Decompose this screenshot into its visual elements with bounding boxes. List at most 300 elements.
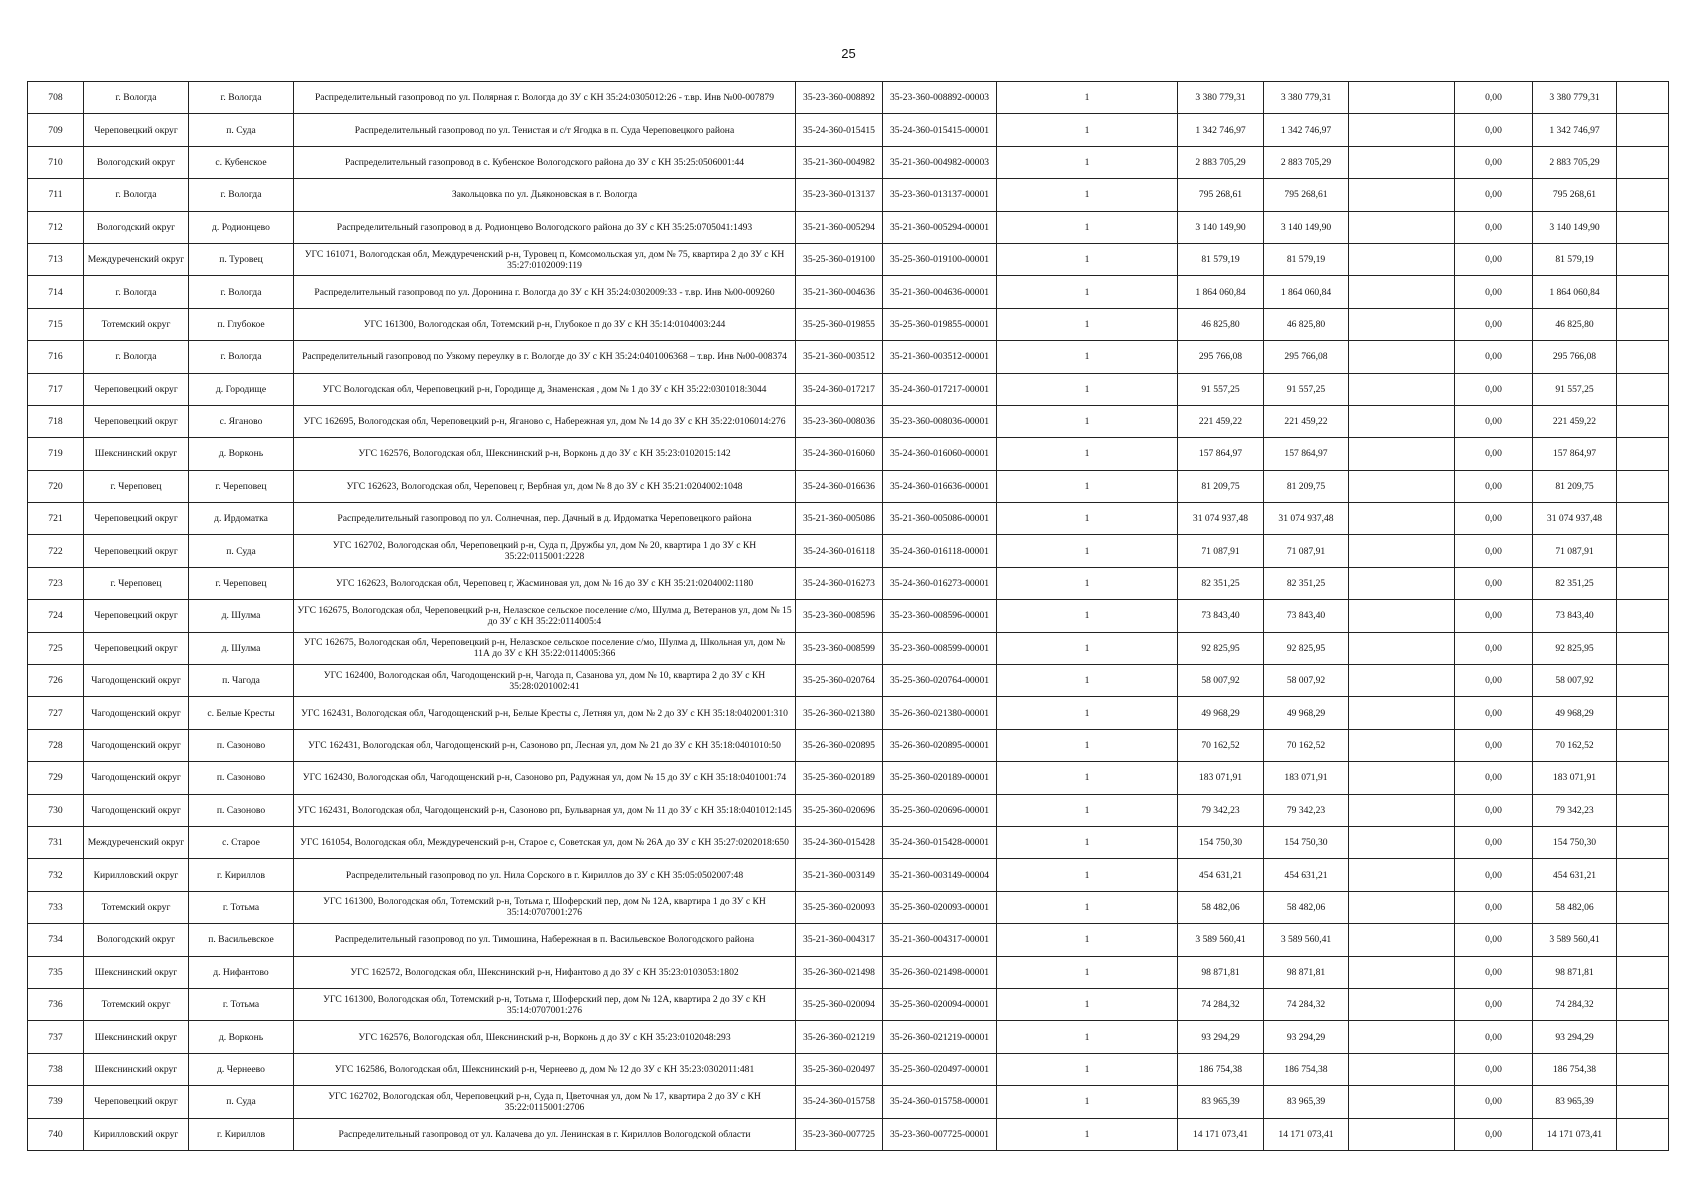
residual-cost-cell: 3 589 560,41 bbox=[1264, 924, 1349, 956]
residual-cost-cell: 154 750,30 bbox=[1264, 826, 1349, 858]
row-number-cell: 729 bbox=[28, 762, 84, 794]
settlement-cell: д. Ворконь bbox=[189, 1021, 294, 1053]
empty-cell bbox=[1349, 211, 1455, 243]
total-cost-cell: 186 754,38 bbox=[1533, 1053, 1617, 1085]
inventory-code-cell: 35-21-360-005086 bbox=[796, 503, 883, 535]
inventory-code-cell: 35-25-360-020696 bbox=[796, 794, 883, 826]
district-cell: Череповецкий округ bbox=[84, 535, 189, 567]
empty-cell bbox=[1617, 956, 1669, 988]
inventory-code-cell: 35-24-360-015428 bbox=[796, 826, 883, 858]
total-cost-cell: 454 631,21 bbox=[1533, 859, 1617, 891]
inventory-code-cell: 35-24-360-017217 bbox=[796, 373, 883, 405]
row-number-cell: 713 bbox=[28, 243, 84, 275]
residual-cost-cell: 3 140 149,90 bbox=[1264, 211, 1349, 243]
empty-cell bbox=[1617, 438, 1669, 470]
empty-cell bbox=[1617, 988, 1669, 1020]
initial-cost-cell: 73 843,40 bbox=[1178, 600, 1264, 632]
inventory-code-cell: 35-25-360-020093 bbox=[796, 891, 883, 923]
object-code-cell: 35-21-360-005086-00001 bbox=[883, 503, 997, 535]
initial-cost-cell: 454 631,21 bbox=[1178, 859, 1264, 891]
row-number-cell: 721 bbox=[28, 503, 84, 535]
residual-cost-cell: 221 459,22 bbox=[1264, 405, 1349, 437]
table-row bbox=[28, 535, 1669, 567]
initial-cost-cell: 79 342,23 bbox=[1178, 794, 1264, 826]
district-cell: Тотемский округ bbox=[84, 891, 189, 923]
total-cost-cell: 1 342 746,97 bbox=[1533, 114, 1617, 146]
object-name-cell: УГС 161300, Вологодская обл, Тотемский р-н, Тотьма г, Шоферский пер, дом № 12А, квартира 2 до ЗУ с КН 35:14:0707001:276 bbox=[294, 988, 796, 1020]
empty-cell bbox=[1617, 826, 1669, 858]
residual-cost-cell: 157 864,97 bbox=[1264, 438, 1349, 470]
residual-cost-cell: 74 284,32 bbox=[1264, 988, 1349, 1020]
inventory-code-cell: 35-21-360-004636 bbox=[796, 276, 883, 308]
district-cell: Вологодский округ bbox=[84, 924, 189, 956]
depreciation-cell: 0,00 bbox=[1455, 1021, 1533, 1053]
empty-cell bbox=[1617, 405, 1669, 437]
quantity-cell: 1 bbox=[997, 794, 1178, 826]
table-row bbox=[28, 762, 1669, 794]
object-name-cell: Распределительный газопровод в с. Кубенское Вологодского района до ЗУ с КН 35:25:0506001:44 bbox=[294, 146, 796, 178]
depreciation-cell: 0,00 bbox=[1455, 600, 1533, 632]
table-row bbox=[28, 146, 1669, 178]
depreciation-cell: 0,00 bbox=[1455, 308, 1533, 340]
settlement-cell: д. Городище bbox=[189, 373, 294, 405]
residual-cost-cell: 71 087,91 bbox=[1264, 535, 1349, 567]
depreciation-cell: 0,00 bbox=[1455, 859, 1533, 891]
object-name-cell: УГС 162576, Вологодская обл, Шекснинский р-н, Ворконь д до ЗУ с КН 35:23:0102015:142 bbox=[294, 438, 796, 470]
empty-cell bbox=[1349, 600, 1455, 632]
district-cell: Череповецкий округ bbox=[84, 503, 189, 535]
object-name-cell: Распределительный газопровод по Узкому переулку в г. Вологде до ЗУ с КН 35:24:0401006368 – т.вр. Инв №00-008374 bbox=[294, 341, 796, 373]
table-body bbox=[28, 82, 1669, 1151]
quantity-cell: 1 bbox=[997, 762, 1178, 794]
settlement-cell: д. Шулма bbox=[189, 632, 294, 664]
inventory-code-cell: 35-24-360-016118 bbox=[796, 535, 883, 567]
empty-cell bbox=[1617, 179, 1669, 211]
table-row bbox=[28, 891, 1669, 923]
initial-cost-cell: 71 087,91 bbox=[1178, 535, 1264, 567]
object-code-cell: 35-26-360-021498-00001 bbox=[883, 956, 997, 988]
district-cell: г. Вологда bbox=[84, 341, 189, 373]
quantity-cell: 1 bbox=[997, 632, 1178, 664]
empty-cell bbox=[1617, 697, 1669, 729]
depreciation-cell: 0,00 bbox=[1455, 1118, 1533, 1150]
object-code-cell: 35-25-360-020189-00001 bbox=[883, 762, 997, 794]
table-row bbox=[28, 503, 1669, 535]
table-row bbox=[28, 665, 1669, 697]
depreciation-cell: 0,00 bbox=[1455, 341, 1533, 373]
district-cell: Тотемский округ bbox=[84, 308, 189, 340]
empty-cell bbox=[1617, 308, 1669, 340]
depreciation-cell: 0,00 bbox=[1455, 179, 1533, 211]
object-code-cell: 35-21-360-004317-00001 bbox=[883, 924, 997, 956]
table-row bbox=[28, 794, 1669, 826]
district-cell: Чагодощенский округ bbox=[84, 794, 189, 826]
residual-cost-cell: 49 968,29 bbox=[1264, 697, 1349, 729]
settlement-cell: с. Старое bbox=[189, 826, 294, 858]
depreciation-cell: 0,00 bbox=[1455, 956, 1533, 988]
settlement-cell: п. Туровец bbox=[189, 243, 294, 275]
object-code-cell: 35-23-360-008596-00001 bbox=[883, 600, 997, 632]
empty-cell bbox=[1349, 826, 1455, 858]
object-code-cell: 35-21-360-004636-00001 bbox=[883, 276, 997, 308]
inventory-code-cell: 35-21-360-004317 bbox=[796, 924, 883, 956]
row-number-cell: 733 bbox=[28, 891, 84, 923]
row-number-cell: 739 bbox=[28, 1086, 84, 1118]
empty-cell bbox=[1349, 1086, 1455, 1118]
table-row bbox=[28, 179, 1669, 211]
settlement-cell: п. Суда bbox=[189, 114, 294, 146]
inventory-code-cell: 35-23-360-008892 bbox=[796, 82, 883, 114]
initial-cost-cell: 98 871,81 bbox=[1178, 956, 1264, 988]
object-code-cell: 35-25-360-019855-00001 bbox=[883, 308, 997, 340]
object-name-cell: Распределительный газопровод по ул. Солнечная, пер. Дачный в д. Ирдоматка Череповецкого района bbox=[294, 503, 796, 535]
depreciation-cell: 0,00 bbox=[1455, 276, 1533, 308]
quantity-cell: 1 bbox=[997, 891, 1178, 923]
district-cell: Шекснинский округ bbox=[84, 1053, 189, 1085]
empty-cell bbox=[1617, 891, 1669, 923]
settlement-cell: г. Тотьма bbox=[189, 988, 294, 1020]
object-code-cell: 35-26-360-020895-00001 bbox=[883, 729, 997, 761]
object-name-cell: УГС 161300, Вологодская обл, Тотемский р-н, Тотьма г, Шоферский пер, дом № 12А, квартира 1 до ЗУ с КН 35:14:0707001:276 bbox=[294, 891, 796, 923]
initial-cost-cell: 295 766,08 bbox=[1178, 341, 1264, 373]
district-cell: Чагодощенский округ bbox=[84, 729, 189, 761]
initial-cost-cell: 1 864 060,84 bbox=[1178, 276, 1264, 308]
settlement-cell: с. Яганово bbox=[189, 405, 294, 437]
initial-cost-cell: 74 284,32 bbox=[1178, 988, 1264, 1020]
initial-cost-cell: 91 557,25 bbox=[1178, 373, 1264, 405]
object-code-cell: 35-23-360-008036-00001 bbox=[883, 405, 997, 437]
row-number-cell: 716 bbox=[28, 341, 84, 373]
initial-cost-cell: 31 074 937,48 bbox=[1178, 503, 1264, 535]
table-row bbox=[28, 600, 1669, 632]
row-number-cell: 708 bbox=[28, 82, 84, 114]
inventory-code-cell: 35-25-360-020189 bbox=[796, 762, 883, 794]
total-cost-cell: 73 843,40 bbox=[1533, 600, 1617, 632]
object-name-cell: УГС 162576, Вологодская обл, Шекснинский р-н, Ворконь д до ЗУ с КН 35:23:0102048:293 bbox=[294, 1021, 796, 1053]
empty-cell bbox=[1617, 503, 1669, 535]
object-name-cell: Распределительный газопровод по ул. Доронина г. Вологда до ЗУ с КН 35:24:0302009:33 - т.вр. Инв №00-009260 bbox=[294, 276, 796, 308]
empty-cell bbox=[1349, 956, 1455, 988]
object-name-cell: Распределительный газопровод по ул. Тенистая и с/т Ягодка в п. Суда Череповецкого района bbox=[294, 114, 796, 146]
residual-cost-cell: 79 342,23 bbox=[1264, 794, 1349, 826]
object-name-cell: УГС 162623, Вологодская обл, Череповец г, Жасминовая ул, дом № 16 до ЗУ с КН 35:21:0204002:1180 bbox=[294, 567, 796, 599]
depreciation-cell: 0,00 bbox=[1455, 146, 1533, 178]
object-code-cell: 35-24-360-015428-00001 bbox=[883, 826, 997, 858]
settlement-cell: г. Кириллов bbox=[189, 1118, 294, 1150]
quantity-cell: 1 bbox=[997, 276, 1178, 308]
residual-cost-cell: 73 843,40 bbox=[1264, 600, 1349, 632]
row-number-cell: 714 bbox=[28, 276, 84, 308]
district-cell: Шекснинский округ bbox=[84, 438, 189, 470]
total-cost-cell: 58 482,06 bbox=[1533, 891, 1617, 923]
residual-cost-cell: 1 342 746,97 bbox=[1264, 114, 1349, 146]
empty-cell bbox=[1617, 373, 1669, 405]
depreciation-cell: 0,00 bbox=[1455, 114, 1533, 146]
initial-cost-cell: 3 140 149,90 bbox=[1178, 211, 1264, 243]
depreciation-cell: 0,00 bbox=[1455, 405, 1533, 437]
table-row bbox=[28, 373, 1669, 405]
quantity-cell: 1 bbox=[997, 211, 1178, 243]
total-cost-cell: 3 589 560,41 bbox=[1533, 924, 1617, 956]
object-name-cell: УГС 162675, Вологодская обл, Череповецкий р-н, Нелазское сельское поселение с/мо, Шулма д, Ветеранов ул, дом № 15 до ЗУ с КН 35:22:0114005:4 bbox=[294, 600, 796, 632]
inventory-code-cell: 35-23-360-013137 bbox=[796, 179, 883, 211]
empty-cell bbox=[1617, 82, 1669, 114]
district-cell: Тотемский округ bbox=[84, 988, 189, 1020]
quantity-cell: 1 bbox=[997, 665, 1178, 697]
initial-cost-cell: 183 071,91 bbox=[1178, 762, 1264, 794]
empty-cell bbox=[1617, 535, 1669, 567]
empty-cell bbox=[1617, 114, 1669, 146]
quantity-cell: 1 bbox=[997, 308, 1178, 340]
inventory-code-cell: 35-24-360-015758 bbox=[796, 1086, 883, 1118]
depreciation-cell: 0,00 bbox=[1455, 1053, 1533, 1085]
quantity-cell: 1 bbox=[997, 503, 1178, 535]
row-number-cell: 723 bbox=[28, 567, 84, 599]
inventory-code-cell: 35-24-360-015415 bbox=[796, 114, 883, 146]
inventory-code-cell: 35-26-360-021380 bbox=[796, 697, 883, 729]
object-code-cell: 35-25-360-020497-00001 bbox=[883, 1053, 997, 1085]
table-row bbox=[28, 924, 1669, 956]
empty-cell bbox=[1617, 211, 1669, 243]
residual-cost-cell: 14 171 073,41 bbox=[1264, 1118, 1349, 1150]
quantity-cell: 1 bbox=[997, 1021, 1178, 1053]
empty-cell bbox=[1617, 665, 1669, 697]
row-number-cell: 728 bbox=[28, 729, 84, 761]
empty-cell bbox=[1349, 438, 1455, 470]
row-number-cell: 736 bbox=[28, 988, 84, 1020]
row-number-cell: 718 bbox=[28, 405, 84, 437]
initial-cost-cell: 221 459,22 bbox=[1178, 405, 1264, 437]
total-cost-cell: 3 380 779,31 bbox=[1533, 82, 1617, 114]
residual-cost-cell: 82 351,25 bbox=[1264, 567, 1349, 599]
row-number-cell: 724 bbox=[28, 600, 84, 632]
row-number-cell: 712 bbox=[28, 211, 84, 243]
object-code-cell: 35-21-360-005294-00001 bbox=[883, 211, 997, 243]
settlement-cell: г. Череповец bbox=[189, 567, 294, 599]
object-code-cell: 35-21-360-004982-00003 bbox=[883, 146, 997, 178]
total-cost-cell: 70 162,52 bbox=[1533, 729, 1617, 761]
quantity-cell: 1 bbox=[997, 1053, 1178, 1085]
depreciation-cell: 0,00 bbox=[1455, 243, 1533, 275]
total-cost-cell: 154 750,30 bbox=[1533, 826, 1617, 858]
total-cost-cell: 81 209,75 bbox=[1533, 470, 1617, 502]
initial-cost-cell: 58 482,06 bbox=[1178, 891, 1264, 923]
district-cell: Шекснинский округ bbox=[84, 1021, 189, 1053]
empty-cell bbox=[1349, 341, 1455, 373]
object-name-cell: УГС 162675, Вологодская обл, Череповецкий р-н, Нелазское сельское поселение с/мо, Шулма д, Школьная ул, дом № 11А до ЗУ с КН 35:22:0114005:366 bbox=[294, 632, 796, 664]
table-row bbox=[28, 211, 1669, 243]
empty-cell bbox=[1349, 729, 1455, 761]
quantity-cell: 1 bbox=[997, 697, 1178, 729]
row-number-cell: 734 bbox=[28, 924, 84, 956]
district-cell: г. Вологда bbox=[84, 179, 189, 211]
settlement-cell: г. Вологда bbox=[189, 179, 294, 211]
empty-cell bbox=[1349, 762, 1455, 794]
initial-cost-cell: 81 209,75 bbox=[1178, 470, 1264, 502]
district-cell: Череповецкий округ bbox=[84, 1086, 189, 1118]
inventory-code-cell: 35-25-360-019855 bbox=[796, 308, 883, 340]
total-cost-cell: 93 294,29 bbox=[1533, 1021, 1617, 1053]
row-number-cell: 731 bbox=[28, 826, 84, 858]
settlement-cell: д. Нифантово bbox=[189, 956, 294, 988]
total-cost-cell: 2 883 705,29 bbox=[1533, 146, 1617, 178]
quantity-cell: 1 bbox=[997, 600, 1178, 632]
object-name-cell: УГС 161071, Вологодская обл, Междуреченский р-н, Туровец п, Комсомольская ул, дом № 75, квартира 2 до ЗУ с КН 35:27:0102009:119 bbox=[294, 243, 796, 275]
table-row bbox=[28, 697, 1669, 729]
empty-cell bbox=[1349, 470, 1455, 502]
empty-cell bbox=[1349, 243, 1455, 275]
initial-cost-cell: 3 380 779,31 bbox=[1178, 82, 1264, 114]
district-cell: Череповецкий округ bbox=[84, 600, 189, 632]
district-cell: Череповецкий округ bbox=[84, 373, 189, 405]
empty-cell bbox=[1617, 762, 1669, 794]
empty-cell bbox=[1617, 243, 1669, 275]
inventory-code-cell: 35-21-360-004982 bbox=[796, 146, 883, 178]
inventory-code-cell: 35-23-360-008036 bbox=[796, 405, 883, 437]
empty-cell bbox=[1349, 924, 1455, 956]
settlement-cell: п. Чагода bbox=[189, 665, 294, 697]
row-number-cell: 732 bbox=[28, 859, 84, 891]
object-code-cell: 35-24-360-015758-00001 bbox=[883, 1086, 997, 1118]
empty-cell bbox=[1349, 1053, 1455, 1085]
inventory-code-cell: 35-25-360-020764 bbox=[796, 665, 883, 697]
inventory-code-cell: 35-25-360-020497 bbox=[796, 1053, 883, 1085]
empty-cell bbox=[1617, 1086, 1669, 1118]
object-name-cell: УГС 162431, Вологодская обл, Чагодощенский р-н, Сазоново рп, Лесная ул, дом № 21 до ЗУ с КН 35:18:0401010:50 bbox=[294, 729, 796, 761]
empty-cell bbox=[1617, 146, 1669, 178]
inventory-code-cell: 35-23-360-008599 bbox=[796, 632, 883, 664]
initial-cost-cell: 58 007,92 bbox=[1178, 665, 1264, 697]
row-number-cell: 715 bbox=[28, 308, 84, 340]
object-name-cell: УГС 161300, Вологодская обл, Тотемский р-н, Глубокое п до ЗУ с КН 35:14:0104003:244 bbox=[294, 308, 796, 340]
empty-cell bbox=[1349, 1118, 1455, 1150]
district-cell: Междуреченский округ bbox=[84, 243, 189, 275]
quantity-cell: 1 bbox=[997, 470, 1178, 502]
quantity-cell: 1 bbox=[997, 1086, 1178, 1118]
object-name-cell: УГС 162400, Вологодская обл, Чагодощенский р-н, Чагода п, Сазанова ул, дом № 10, квартира 2 до ЗУ с КН 35:28:0201002:41 bbox=[294, 665, 796, 697]
depreciation-cell: 0,00 bbox=[1455, 211, 1533, 243]
depreciation-cell: 0,00 bbox=[1455, 1086, 1533, 1118]
empty-cell bbox=[1617, 600, 1669, 632]
total-cost-cell: 58 007,92 bbox=[1533, 665, 1617, 697]
object-name-cell: УГС 162623, Вологодская обл, Череповец г, Вербная ул, дом № 8 до ЗУ с КН 35:21:0204002:1048 bbox=[294, 470, 796, 502]
district-cell: Вологодский округ bbox=[84, 211, 189, 243]
empty-cell bbox=[1349, 82, 1455, 114]
row-number-cell: 735 bbox=[28, 956, 84, 988]
residual-cost-cell: 92 825,95 bbox=[1264, 632, 1349, 664]
inventory-code-cell: 35-21-360-005294 bbox=[796, 211, 883, 243]
settlement-cell: д. Ворконь bbox=[189, 438, 294, 470]
depreciation-cell: 0,00 bbox=[1455, 697, 1533, 729]
inventory-code-cell: 35-24-360-016636 bbox=[796, 470, 883, 502]
row-number-cell: 720 bbox=[28, 470, 84, 502]
row-number-cell: 711 bbox=[28, 179, 84, 211]
residual-cost-cell: 31 074 937,48 bbox=[1264, 503, 1349, 535]
empty-cell bbox=[1349, 665, 1455, 697]
quantity-cell: 1 bbox=[997, 405, 1178, 437]
residual-cost-cell: 186 754,38 bbox=[1264, 1053, 1349, 1085]
residual-cost-cell: 70 162,52 bbox=[1264, 729, 1349, 761]
inventory-code-cell: 35-21-360-003512 bbox=[796, 341, 883, 373]
district-cell: Чагодощенский округ bbox=[84, 762, 189, 794]
initial-cost-cell: 83 965,39 bbox=[1178, 1086, 1264, 1118]
district-cell: Междуреченский округ bbox=[84, 826, 189, 858]
district-cell: Череповецкий округ bbox=[84, 114, 189, 146]
table-row bbox=[28, 243, 1669, 275]
total-cost-cell: 82 351,25 bbox=[1533, 567, 1617, 599]
object-name-cell: УГС 162695, Вологодская обл, Череповецкий р-н, Ягановo с, Набережная ул, дом № 14 до ЗУ с КН 35:22:0106014:276 bbox=[294, 405, 796, 437]
residual-cost-cell: 454 631,21 bbox=[1264, 859, 1349, 891]
inventory-code-cell: 35-24-360-016273 bbox=[796, 567, 883, 599]
initial-cost-cell: 46 825,80 bbox=[1178, 308, 1264, 340]
total-cost-cell: 46 825,80 bbox=[1533, 308, 1617, 340]
quantity-cell: 1 bbox=[997, 859, 1178, 891]
district-cell: Кирилловский округ bbox=[84, 1118, 189, 1150]
table-row bbox=[28, 1086, 1669, 1118]
object-name-cell: УГС 162431, Вологодская обл, Чагодощенский р-н, Белые Кресты с, Летняя ул, дом № 2 до ЗУ с КН 35:18:0402001:310 bbox=[294, 697, 796, 729]
district-cell: г. Вологда bbox=[84, 82, 189, 114]
depreciation-cell: 0,00 bbox=[1455, 373, 1533, 405]
table-row bbox=[28, 859, 1669, 891]
total-cost-cell: 74 284,32 bbox=[1533, 988, 1617, 1020]
table-row bbox=[28, 1118, 1669, 1150]
object-code-cell: 35-24-360-016118-00001 bbox=[883, 535, 997, 567]
depreciation-cell: 0,00 bbox=[1455, 82, 1533, 114]
settlement-cell: г. Вологда bbox=[189, 276, 294, 308]
settlement-cell: с. Кубенское bbox=[189, 146, 294, 178]
settlement-cell: д. Шулма bbox=[189, 600, 294, 632]
depreciation-cell: 0,00 bbox=[1455, 794, 1533, 826]
empty-cell bbox=[1349, 146, 1455, 178]
district-cell: Кирилловский округ bbox=[84, 859, 189, 891]
table-row bbox=[28, 632, 1669, 664]
quantity-cell: 1 bbox=[997, 567, 1178, 599]
residual-cost-cell: 83 965,39 bbox=[1264, 1086, 1349, 1118]
total-cost-cell: 83 965,39 bbox=[1533, 1086, 1617, 1118]
registry-table bbox=[27, 81, 1669, 1151]
total-cost-cell: 92 825,95 bbox=[1533, 632, 1617, 664]
empty-cell bbox=[1617, 567, 1669, 599]
depreciation-cell: 0,00 bbox=[1455, 988, 1533, 1020]
residual-cost-cell: 2 883 705,29 bbox=[1264, 146, 1349, 178]
object-code-cell: 35-25-360-019100-00001 bbox=[883, 243, 997, 275]
empty-cell bbox=[1349, 632, 1455, 664]
district-cell: г. Череповец bbox=[84, 470, 189, 502]
empty-cell bbox=[1617, 1021, 1669, 1053]
object-code-cell: 35-23-360-008892-00003 bbox=[883, 82, 997, 114]
settlement-cell: п. Глубокое bbox=[189, 308, 294, 340]
residual-cost-cell: 295 766,08 bbox=[1264, 341, 1349, 373]
inventory-code-cell: 35-26-360-021498 bbox=[796, 956, 883, 988]
depreciation-cell: 0,00 bbox=[1455, 438, 1533, 470]
object-name-cell: УГС 162586, Вологодская обл, Шекснинский р-н, Чернеево д, дом № 12 до ЗУ с КН 35:23:0302011:481 bbox=[294, 1053, 796, 1085]
quantity-cell: 1 bbox=[997, 438, 1178, 470]
quantity-cell: 1 bbox=[997, 826, 1178, 858]
object-code-cell: 35-26-360-021380-00001 bbox=[883, 697, 997, 729]
empty-cell bbox=[1349, 891, 1455, 923]
object-code-cell: 35-25-360-020094-00001 bbox=[883, 988, 997, 1020]
object-name-cell: УГС 162702, Вологодская обл, Череповецкий р-н, Суда п, Цветочная ул, дом № 17, квартира 2 до ЗУ с КН 35:22:0115001:2706 bbox=[294, 1086, 796, 1118]
initial-cost-cell: 93 294,29 bbox=[1178, 1021, 1264, 1053]
row-number-cell: 738 bbox=[28, 1053, 84, 1085]
row-number-cell: 730 bbox=[28, 794, 84, 826]
table-row bbox=[28, 729, 1669, 761]
empty-cell bbox=[1349, 503, 1455, 535]
residual-cost-cell: 183 071,91 bbox=[1264, 762, 1349, 794]
quantity-cell: 1 bbox=[997, 1118, 1178, 1150]
depreciation-cell: 0,00 bbox=[1455, 762, 1533, 794]
depreciation-cell: 0,00 bbox=[1455, 470, 1533, 502]
